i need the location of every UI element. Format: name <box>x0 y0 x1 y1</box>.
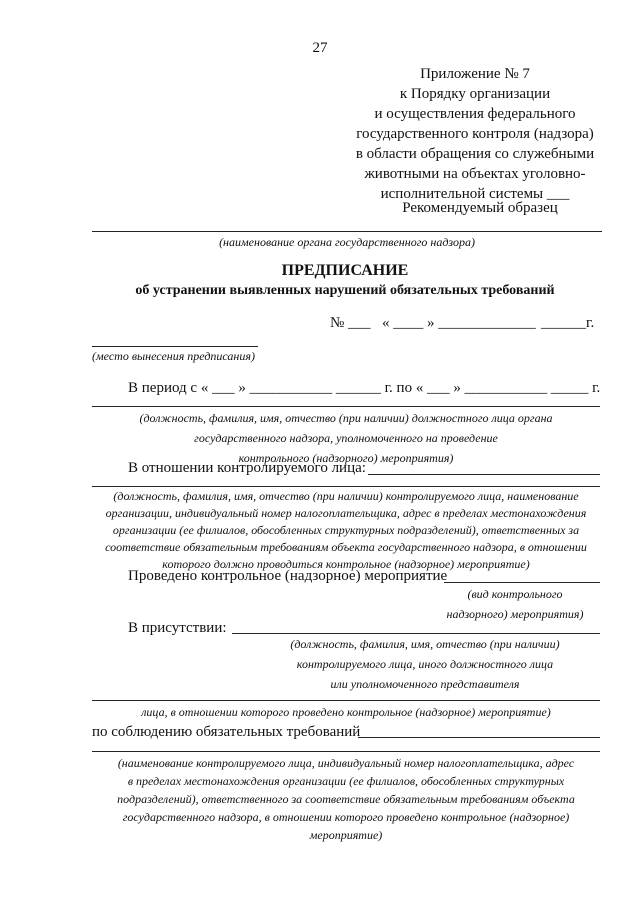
caption-line: государственного надзора, уполномоченного на проведение <box>194 431 498 445</box>
controlled-person-input-line[interactable] <box>368 474 600 475</box>
caption-line: соответствие обязательным требованиям объекта государственного надзора, в отношении <box>105 540 587 554</box>
caption-line: государственного надзора, в отношении которого проведено контрольное (надзорное) <box>122 810 570 824</box>
appendix-line: к Порядку организации <box>399 86 551 102</box>
caption-authority: (наименование органа государственного надзора) <box>219 235 475 249</box>
caption-controlled <box>82 488 610 573</box>
official-line[interactable] <box>92 406 600 407</box>
appendix-line: и осуществления федерального <box>374 106 576 122</box>
period-field[interactable]: В период с « ___ » ___________ ______ г. по « ___ » ___________ _____ г. <box>128 380 601 396</box>
caption-line: надзорного) мероприятия) <box>446 607 584 621</box>
caption-event-type <box>420 584 610 624</box>
caption-line: подразделений), ответственного за соответствие обязательным требованиям объекта <box>117 792 575 806</box>
appendix-line: животными на объектах уголовно- <box>364 166 586 182</box>
caption-line: в пределах местонахождения организации (ее филиалов, обособленных структурных <box>127 774 565 788</box>
caption-line: организации, индивидуальный номер налогоплательщика, адрес в пределах местонахождения <box>105 506 587 520</box>
order-number-field[interactable]: № ___ <box>330 315 371 331</box>
person-line[interactable] <box>92 700 600 701</box>
conducted-label: Проведено контрольное (надзорное) мероприятие <box>128 568 448 584</box>
order-year-field[interactable]: ______г. <box>541 315 595 331</box>
controlled-person-label: В отношении контролируемого лица: <box>128 460 366 476</box>
compliance-label: по соблюдению обязательных требований <box>92 724 361 740</box>
caption-line: или уполномоченного представителя <box>330 677 520 691</box>
caption-line: (вид контрольного <box>467 587 563 601</box>
page-number: 27 <box>312 40 328 56</box>
caption-line: (должность, фамилия, имя, отчество (при наличии) контролируемого лица, наименование <box>113 489 579 503</box>
caption-line: контрольного (надзорного) мероприятия) <box>238 451 454 465</box>
caption-line: мероприятие) <box>309 828 383 842</box>
appendix-line: государственного контроля (надзора) <box>356 126 594 142</box>
order-date-field[interactable]: « ____ » _____________ <box>382 315 536 331</box>
appendix-line: в области обращения со служебными <box>355 146 595 162</box>
document-title: ПРЕДПИСАНИЕ <box>281 262 409 279</box>
caption-line: (должность, фамилия, имя, отчество (при наличии) <box>290 637 560 651</box>
caption-line: контролируемого лица, иного должностного лица <box>296 657 554 671</box>
caption-line: которого должно проводиться контрольное (надзорное) мероприятие) <box>162 557 530 571</box>
caption-compliance <box>82 754 610 844</box>
caption-line: организации (ее филиалов, обособленных структурных подразделений), ответственных за <box>112 523 580 537</box>
appendix-block <box>340 64 610 204</box>
controlled-person-line[interactable] <box>92 486 600 487</box>
compliance-input-line[interactable] <box>358 737 600 738</box>
caption-line: (должность, фамилия, имя, отчество (при наличии) должностного лица органа <box>139 411 553 425</box>
compliance-line[interactable] <box>92 751 600 752</box>
caption-place: (место вынесения предписания) <box>92 349 255 363</box>
caption-presence <box>240 634 610 694</box>
event-type-line[interactable] <box>444 582 600 583</box>
caption-line: (наименование контролируемого лица, индивидуальный номер налогоплательщика, адрес <box>117 756 575 770</box>
appendix-line: Приложение № 7 <box>420 66 530 82</box>
document-subtitle: об устранении выявленных нарушений обязательных требований <box>135 283 555 298</box>
caption-person: лица, в отношении которого проведено контрольное (надзорное) мероприятие) <box>141 705 551 719</box>
recommended-sample: Рекомендуемый образец <box>402 200 558 216</box>
presence-label: В присутствии: <box>128 620 227 636</box>
appendix-line: исполнительной системы ___ <box>380 186 570 202</box>
